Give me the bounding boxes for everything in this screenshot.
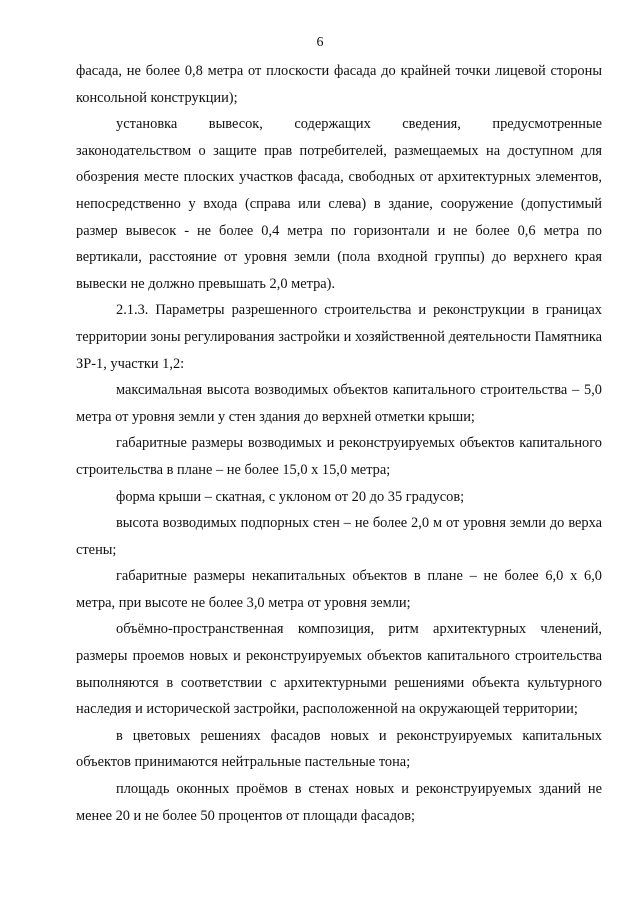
paragraph-overall-dimensions: габаритные размеры возводимых и реконструируемых объектов капитального строительства в плане – не более 15,0 х 15,0 метра; <box>76 435 602 478</box>
paragraph-temporary-objects: габаритные размеры некапитальных объектов в плане – не более 6,0 х 6,0 метра, при высоте не более 3,0 метра от уровня земли; <box>76 568 602 611</box>
paragraph-signage-installation: установка вывесок, содержащих сведения, предусмотренные законодательством о защите прав потребителей, размещаемых на доступном для обозрения месте плоских участков фасада, свободных от архитектурных элементов, непосредственно у входа (справа или слева) в здание, сооружение (допустимый размер вывесок - не более 0,4 метра по горизонтали и не более 0,6 метра по вертикали, расстояние от уровня земли (пола входной группы) до верхнего края вывески не должно превышать 2,0 метра). <box>76 116 602 292</box>
paragraph-facade-continuation: фасада, не более 0,8 метра от плоскости фасада до крайней точки лицевой стороны консольной конструкции); <box>76 63 602 106</box>
paragraph-section-2-1-3-heading: 2.1.3. Параметры разрешенного строительства и реконструкции в границах территории зоны регулирования застройки и хозяйственной деятельности Памятника ЗР-1, участки 1,2: <box>76 302 602 372</box>
paragraph-retaining-walls: высота возводимых подпорных стен – не более 2,0 м от уровня земли до верха стены; <box>76 515 602 558</box>
paragraph-color-solutions: в цветовых решениях фасадов новых и реконструируемых капитальных объектов принимаются нейтральные пастельные тона; <box>76 727 602 771</box>
page-number: 6 <box>316 35 324 50</box>
paragraph-spatial-composition: объёмно-пространственная композиция, ритм архитектурных членений, размеры проемов новых и реконструируемых объектов капитального строительства выполняются в соответствии с архитектурными решениями объекта культурного наследия и исторической застройки, расположенной на окружающей территории; <box>76 621 602 718</box>
document-body <box>76 58 602 829</box>
paragraph-max-height: максимальная высота возводимых объектов капитального строительства – 5,0 метра от уровня земли у стен здания до верхней отметки крыши; <box>76 382 602 425</box>
paragraph-roof-shape: форма крыши – скатная, с уклоном от 20 до 35 градусов; <box>116 488 465 505</box>
paragraph-window-area: площадь оконных проёмов в стенах новых и реконструируемых зданий не менее 20 и не более 50 процентов от площади фасадов; <box>76 781 602 824</box>
